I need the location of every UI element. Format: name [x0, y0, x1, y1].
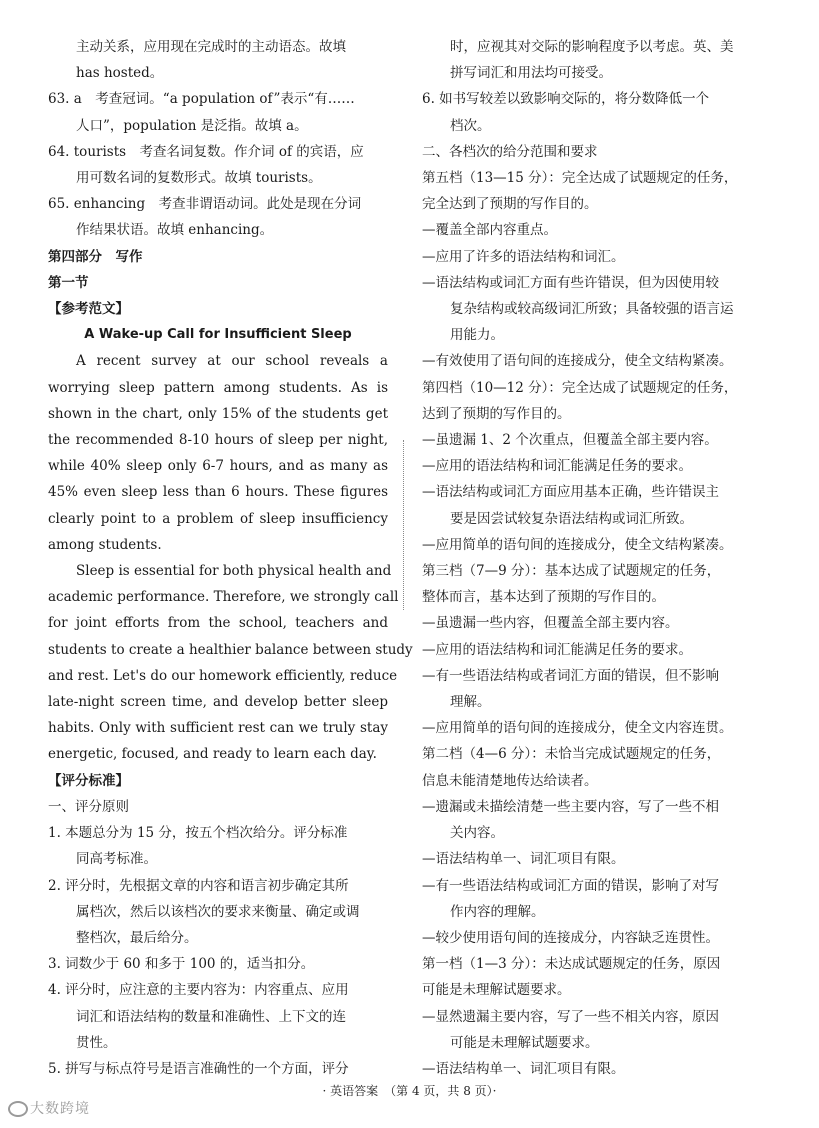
- text-line: 档次。: [450, 117, 491, 134]
- essay-line: while 40% sleep only 6-7 hours, and as many as: [48, 458, 388, 475]
- grade-line: —语法结构单一、词汇项目有限。: [422, 851, 625, 868]
- rule-line: 词汇和语法结构的数量和准确性、上下文的连: [76, 1008, 346, 1025]
- rule-line: 同高考标准。: [76, 851, 157, 868]
- essay-line: A recent survey at our school reveals a: [76, 353, 388, 370]
- grade-line: 第三档（7—9 分）：基本达成了试题规定的任务，: [422, 563, 721, 580]
- grade-line: —应用简单的语句间的连接成分，使全文内容连贯。: [422, 720, 733, 737]
- grade-line: 整体而言，基本达到了预期的写作目的。: [422, 589, 665, 606]
- text-line: 64. tourists 考查名词复数。作介词 of 的宾语，应: [48, 143, 364, 160]
- text-line: 时，应视其对交际的影响程度予以考虑。英、美: [450, 39, 734, 55]
- page-footer: · 英语答案 （第 4 页，共 8 页）·: [322, 1084, 497, 1098]
- grade-line: —虽遗漏一些内容，但覆盖全部主要内容。: [422, 615, 679, 632]
- left-column: [48, 34, 413, 1082]
- grade-line: 用能力。: [450, 327, 504, 344]
- grade-line: —应用了许多的语法结构和词汇。: [422, 248, 625, 265]
- grade-line: —应用简单的语句间的连接成分，使全文结构紧凑。: [422, 536, 733, 553]
- grade-line: 达到了预期的写作目的。: [422, 405, 571, 422]
- watermark: [8, 1098, 90, 1118]
- sample-heading: 【参考范文】: [48, 301, 129, 318]
- grade-line: 要是因尝试较复杂语法结构或词汇所致。: [450, 510, 693, 527]
- rule-line: 整档次，最后给分。: [76, 929, 198, 946]
- essay-line: for joint efforts from the school, teachers and: [48, 615, 388, 632]
- part-heading: 第四部分 写作: [48, 248, 143, 265]
- grade-line: —应用的语法结构和词汇能满足任务的要求。: [422, 458, 692, 475]
- grade-line: 第一档（1—3 分）：未达成试题规定的任务，原因: [422, 956, 721, 973]
- grade-line: 第五档（13—15 分）：完全达成了试题规定的任务，: [422, 170, 738, 187]
- watermark-text: 大数跨境: [30, 1101, 90, 1117]
- level-heading: 二、各档次的给分范围和要求: [422, 143, 598, 160]
- right-column: [422, 34, 772, 1082]
- essay-line: students to create a healthier balance between study: [48, 641, 413, 658]
- rule-line: 2. 评分时，先根据文章的内容和语言初步确定其所: [48, 877, 349, 894]
- grade-line: —较少使用语句间的连接成分，内容缺乏连贯性。: [422, 929, 719, 946]
- rule-line: 5. 拼写与标点符号是语言准确性的一个方面，评分: [48, 1060, 349, 1077]
- essay-line: energetic, focused, and ready to learn each day.: [48, 746, 377, 763]
- grade-line: —有效使用了语句间的连接成分，使全文结构紧凑。: [422, 353, 733, 370]
- rule-line: 贯性。: [76, 1034, 117, 1051]
- text-line: 拼写词汇和用法均可接受。: [450, 65, 612, 82]
- grade-line: 可能是未理解试题要求。: [422, 982, 571, 999]
- rule-line: 3. 词数少于 60 和多于 100 的，适当扣分。: [48, 956, 315, 973]
- column-divider: [403, 440, 405, 610]
- grade-line: 作内容的理解。: [450, 903, 545, 920]
- grade-line: 复杂结构或较高级词汇所致；具备较强的语言运: [450, 301, 734, 318]
- essay-line: worrying sleep pattern among students. As is: [48, 379, 388, 396]
- rule-line: 属档次，然后以该档次的要求来衡量、确定或调: [76, 903, 360, 920]
- grade-line: 信息未能清楚地传达给读者。: [422, 772, 598, 789]
- grade-line: —遗漏或未描绘清楚一些主要内容，写了一些不相: [422, 798, 719, 815]
- text-line: 主动关系，应用现在完成时的主动语态。故填: [76, 39, 346, 55]
- grade-line: —语法结构或词汇方面应用基本正确，些许错误主: [422, 484, 719, 501]
- text-line: 6. 如书写较差以致影响交际的，将分数降低一个: [422, 91, 710, 108]
- essay-line: shown in the chart, only 15% of the students get: [48, 405, 388, 422]
- essay-line: Sleep is essential for both physical health and: [76, 563, 392, 580]
- rule-line: 1. 本题总分为 15 分，按五个档次给分。评分标准: [48, 825, 348, 842]
- essay-line: the recommended 8-10 hours of sleep per night,: [48, 432, 388, 449]
- grade-line: —显然遗漏主要内容，写了一些不相关内容，原因: [422, 1008, 719, 1025]
- essay-line: late-night screen time, and develop better sleep: [48, 694, 388, 711]
- essay-line: clearly point to a problem of sleep insufficiency: [48, 510, 388, 527]
- grade-line: —有一些语法结构或者词汇方面的错误，但不影响: [422, 667, 719, 684]
- grade-line: 理解。: [450, 694, 491, 711]
- grade-line: 第二档（4—6 分）：未恰当完成试题规定的任务，: [422, 746, 721, 763]
- essay-line: academic performance. Therefore, we strongly call: [48, 589, 399, 606]
- essay-line: among students.: [48, 536, 162, 553]
- essay-line: and rest. Let's do our homework efficiently, reduce: [48, 667, 398, 684]
- grade-line: —语法结构或词汇方面有些许错误，但为因使用较: [422, 274, 719, 291]
- grade-line: 可能是未理解试题要求。: [450, 1034, 599, 1051]
- text-line: 63. a 考查冠词。“a population of”表示“有……: [48, 91, 355, 108]
- text-line: 作结果状语。故填 enhancing。: [76, 222, 274, 239]
- text-line: 65. enhancing 考查非谓语动词。此处是现在分词: [48, 196, 362, 213]
- grade-line: —应用的语法结构和词汇能满足任务的要求。: [422, 641, 692, 658]
- grade-line: 关内容。: [450, 825, 504, 842]
- grade-line: —有一些语法结构或词汇方面的错误，影响了对写: [422, 877, 719, 894]
- text-line: 用可数名词的复数形式。故填 tourists。: [76, 170, 322, 187]
- essay-line: 45% even sleep less than 6 hours. These figures: [48, 484, 388, 501]
- essay-paragraph-1: [48, 348, 388, 558]
- essay-title: A Wake-up Call for Insufficient Sleep: [84, 327, 352, 343]
- criteria-heading: 【评分标准】: [48, 772, 129, 789]
- rule-line: 4. 评分时，应注意的主要内容为：内容重点、应用: [48, 982, 349, 999]
- grade-line: 第四档（10—12 分）：完全达成了试题规定的任务，: [422, 379, 738, 396]
- essay-line: habits. Only with sufficient rest can we truly stay: [48, 720, 388, 737]
- principles-heading: 一、评分原则: [48, 798, 129, 815]
- watermark-logo-icon: [8, 1101, 28, 1117]
- grade-line: —语法结构单一、词汇项目有限。: [422, 1060, 625, 1077]
- essay-paragraph-2: [48, 558, 413, 768]
- section-heading: 第一节: [48, 274, 89, 291]
- text-line: 人口”，population 是泛指。故填 a。: [76, 117, 308, 134]
- grade-line: —虽遗漏 1、2 个次重点，但覆盖全部主要内容。: [422, 432, 718, 449]
- grade-line: —覆盖全部内容重点。: [422, 222, 557, 239]
- grade-line: 完全达到了预期的写作目的。: [422, 196, 598, 213]
- text-line: has hosted。: [76, 65, 164, 82]
